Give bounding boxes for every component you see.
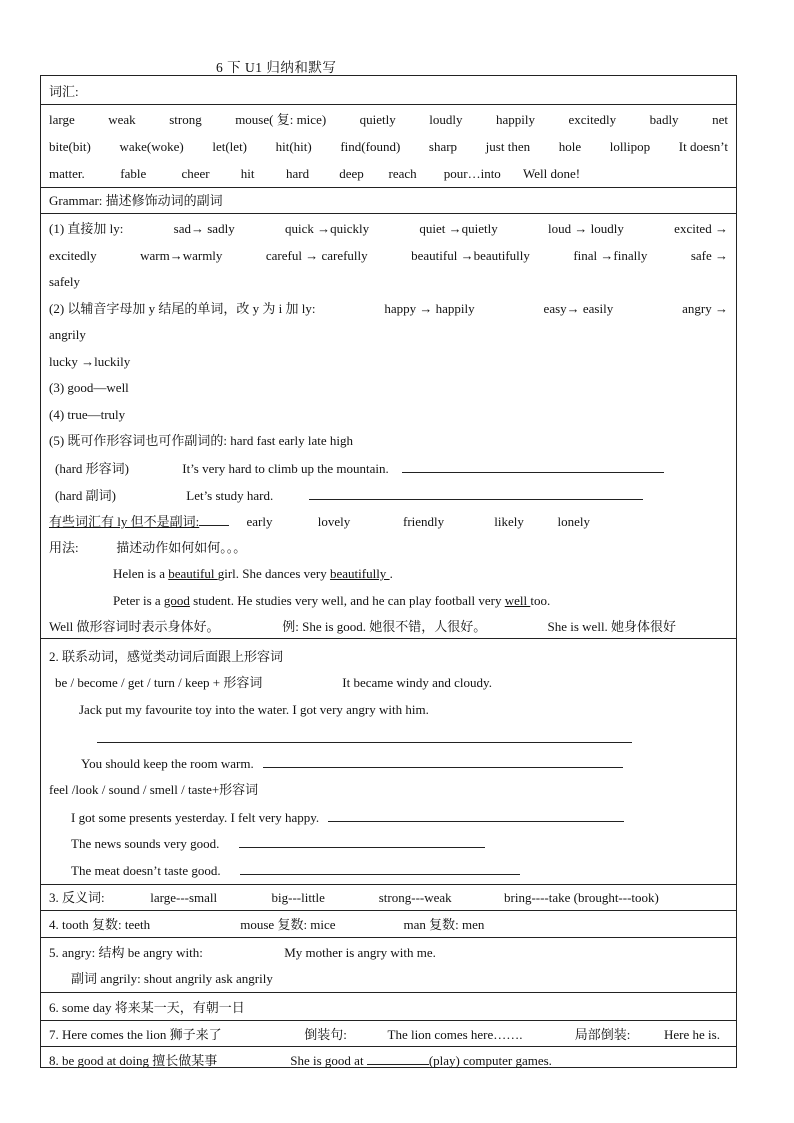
- rule-text: angrily: [49, 327, 86, 342]
- underlined-word: beautifully: [329, 566, 390, 581]
- grammar-body: [41, 213, 736, 639]
- vocab-word: It doesn’t: [678, 139, 728, 154]
- example-sentence: The lion comes here…….: [387, 1027, 523, 1042]
- rule-text: excited →: [674, 221, 728, 236]
- example-helen: [113, 566, 393, 582]
- rule-text: 副词 angrily: shout angrily ask angrily: [71, 971, 273, 986]
- antonym-pair: strong---weak: [378, 890, 452, 905]
- usage-line: [49, 540, 246, 556]
- plurals-line: [49, 917, 484, 933]
- example-sentence: Helen is a: [113, 566, 169, 581]
- vocab-word: hit(hit): [275, 139, 312, 154]
- answer-blank: [199, 513, 229, 526]
- section-inversion: [41, 1020, 736, 1047]
- inversion-line: [49, 1027, 720, 1043]
- example-sentence: The meat doesn’t taste good.: [71, 863, 221, 878]
- rule-text: easy→ easily: [543, 301, 614, 316]
- rule-text: (5) 既可作形容词也可作副词的: hard fast early late high: [49, 433, 353, 448]
- plural-pair: mouse 复数: mice: [240, 917, 336, 932]
- word: lonely: [557, 514, 590, 529]
- antonyms-line: [49, 890, 659, 906]
- rule-text: loud → loudly: [548, 221, 624, 236]
- vocab-word: pour…into: [443, 166, 501, 181]
- example-peter: [113, 593, 550, 609]
- vocab-word: mouse( 复: mice): [235, 112, 327, 127]
- vocab-word: lollipop: [609, 139, 651, 154]
- vocab-word: badly: [649, 112, 679, 127]
- rule-text: quick →quickly: [284, 221, 370, 236]
- angry-structure-line: [49, 945, 436, 961]
- vocab-list: [41, 104, 736, 188]
- word: friendly: [402, 514, 445, 529]
- grammar-rule-1: [49, 221, 728, 237]
- rule-text: 8. be good at doing 擅长做某事: [49, 1053, 218, 1068]
- vocab-word: Well done!: [523, 166, 581, 181]
- underlined-word: good: [163, 593, 190, 608]
- example-sentence: girl. She dances very: [217, 566, 330, 581]
- rule-text: 描述动作如何如何。。。: [116, 540, 247, 555]
- rule-text: Well 做形容词时表示身体好。: [49, 619, 220, 634]
- vocab-word: matter.: [49, 166, 85, 181]
- section-linking-verbs: [41, 638, 736, 885]
- rule-text: careful → carefully: [265, 248, 368, 263]
- vocab-word: deep: [339, 166, 364, 181]
- rule-text: angry →: [682, 301, 728, 316]
- rule-text: 倒装句:: [304, 1027, 347, 1042]
- answer-blank: [97, 742, 632, 743]
- be-become-line: [55, 675, 492, 691]
- underlined-word: well: [504, 593, 531, 608]
- example-sentence: My mother is angry with me.: [284, 945, 436, 960]
- example-sentence: I got some presents yesterday. I felt very happy.: [71, 810, 320, 825]
- rule-text: (3) good—well: [49, 380, 129, 395]
- rule-text: (2) 以辅音字母加 y 结尾的单词，改 y 为 i 加 ly:: [49, 301, 316, 316]
- vocab-word: happily: [496, 112, 536, 127]
- underlined-word: beautiful: [168, 566, 218, 581]
- plural-pair: man 复数: men: [403, 917, 485, 932]
- vocab-word: hit: [240, 166, 255, 181]
- rule-text: (hard 副词): [55, 488, 117, 503]
- hard-adjective-line: [55, 460, 664, 477]
- answer-blank: [367, 1052, 429, 1065]
- example-sentence: The news sounds very good.: [71, 836, 220, 851]
- vocab-word: reach: [388, 166, 417, 181]
- rule-text: quiet →quietly: [419, 221, 498, 236]
- page-title: 6 下 U1 归纳和默写: [216, 60, 337, 75]
- section-angry: [41, 937, 736, 993]
- example-sentence: (play) computer games.: [428, 1053, 552, 1068]
- vocab-word: fable: [120, 166, 147, 181]
- answer-blank: [239, 835, 485, 848]
- vocab-word: find(found): [340, 139, 401, 154]
- vocab-word: large: [49, 112, 75, 127]
- vocab-header-row: [41, 76, 736, 104]
- rule-text: warm→warmly: [140, 248, 223, 263]
- rule-text: 例: She is good. 她很不错，人很好。: [282, 619, 487, 634]
- example-sentence: Peter is a: [113, 593, 164, 608]
- grammar-rule-2: [49, 301, 728, 317]
- rule-text: (1) 直接加 ly:: [49, 221, 124, 236]
- vocab-word: quietly: [359, 112, 396, 127]
- example-sentence: It’s very hard to climb up the mountain.: [182, 461, 389, 476]
- vocab-word: hole: [558, 139, 582, 154]
- rule-text: (4) true—truly: [49, 407, 126, 422]
- answer-blank: [309, 487, 643, 500]
- section-heading: 3. 反义词:: [49, 890, 105, 905]
- example-sentence: .: [389, 566, 393, 581]
- rule-text: happy → happily: [384, 301, 475, 316]
- sounds-good-line: [71, 835, 485, 852]
- answer-blank: [328, 809, 624, 822]
- example-sentence: Let’s study hard.: [186, 488, 274, 503]
- rule-text: She is well. 她身体很好: [547, 619, 677, 634]
- antonym-pair: bring----take (brought---took): [504, 890, 659, 905]
- rule-text: beautiful →beautifully: [411, 248, 530, 263]
- rule-text: be / become / get / turn / keep + 形容词: [55, 675, 263, 690]
- rule-text: 5. angry: 结构 be angry with:: [49, 945, 203, 960]
- rule-text: 局部倒装:: [574, 1027, 631, 1042]
- example-sentence: student. He studies very well, and he can play football very: [189, 593, 505, 608]
- antonym-pair: big---little: [271, 890, 325, 905]
- rule-text: feel /look / sound / smell / taste+形容词: [49, 782, 259, 797]
- vocab-row-2: [49, 139, 728, 155]
- vocab-word: cheer: [181, 166, 210, 181]
- rule-text: 7. Here comes the lion 狮子来了: [49, 1027, 222, 1042]
- rule-text: safely: [49, 274, 81, 289]
- example-sentence: It became windy and cloudy.: [342, 675, 492, 690]
- example-sentence: You should keep the room warm.: [81, 756, 254, 771]
- answer-blank: [263, 755, 623, 768]
- rule-text: lucky →luckily: [49, 354, 131, 369]
- grammar-header: Grammar: 描述修饰动词的副词: [49, 193, 223, 208]
- example-sentence: She is good at: [290, 1053, 367, 1068]
- vocab-header: 词汇:: [49, 84, 79, 99]
- vocab-word: bite(bit): [49, 139, 91, 154]
- rule-text: 用法:: [49, 540, 79, 555]
- section-antonyms: [41, 884, 736, 911]
- vocab-word: just then: [485, 139, 531, 154]
- rule-text: 有些词汇有 ly 但不是副词:: [49, 514, 200, 529]
- vocab-word: sharp: [428, 139, 458, 154]
- well-note: [49, 619, 676, 635]
- vocab-word: excitedly: [568, 112, 617, 127]
- vocab-word: net: [712, 112, 728, 127]
- section-heading: 2. 联系动词，感觉类动词后面跟上形容词: [49, 649, 284, 664]
- answer-blank: [240, 862, 520, 875]
- answer-blank: [402, 460, 664, 473]
- section-plurals: [41, 910, 736, 938]
- rule-text: 6. some day 将来某一天，有朝一日: [49, 1000, 245, 1015]
- vocab-word: hard: [286, 166, 310, 181]
- section-good-at: [41, 1046, 736, 1069]
- vocab-word: strong: [169, 112, 202, 127]
- antonym-pair: large---small: [150, 890, 218, 905]
- rule-text: final →finally: [573, 248, 648, 263]
- vocab-row-3: [49, 166, 580, 182]
- plural-pair: 4. tooth 复数: teeth: [49, 917, 151, 932]
- grammar-rule-1-cont: [49, 248, 728, 264]
- example-sentence: too.: [530, 593, 551, 608]
- word: likely: [494, 514, 524, 529]
- vocab-row-1: [49, 112, 728, 128]
- hard-adverb-line: [55, 487, 643, 504]
- example-sentence: Here he is.: [664, 1027, 720, 1042]
- grammar-header-row: [41, 187, 736, 214]
- word: early: [246, 514, 273, 529]
- rule-text: excitedly: [49, 248, 97, 263]
- vocab-word: weak: [108, 112, 136, 127]
- vocab-word: loudly: [429, 112, 463, 127]
- rule-text: (hard 形容词): [55, 461, 130, 476]
- section-some-day: [41, 992, 736, 1021]
- keep-warm-line: [81, 755, 623, 772]
- rule-text: sad→ sadly: [173, 221, 235, 236]
- word: lovely: [317, 514, 351, 529]
- vocab-word: let(let): [212, 139, 248, 154]
- rule-text: safe →: [690, 248, 728, 263]
- good-at-line: [49, 1052, 552, 1069]
- felt-happy-line: [71, 809, 624, 826]
- example-sentence: Jack put my favourite toy into the water. I got very angry with him.: [79, 702, 429, 717]
- vocab-word: wake(woke): [119, 139, 184, 154]
- not-adverb-line: [49, 513, 590, 530]
- notes-table: [40, 75, 737, 1068]
- tastes-good-line: [71, 862, 520, 879]
